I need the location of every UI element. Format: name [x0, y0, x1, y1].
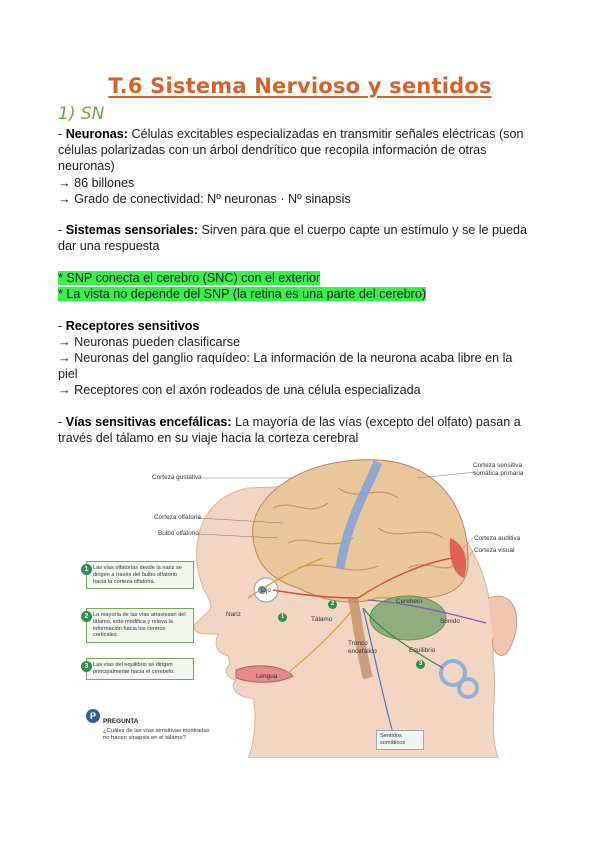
label-bulbo-olfatorio: Bulbo olfatorio	[158, 530, 199, 537]
receptores-item: → Neuronas del ganglio raquídeo: La información de la neurona acaba libre en la piel	[58, 351, 513, 382]
vias-text: La mayoría de las vías (excepto del olfato) pasan a través del tálamo en su viaje hacia la corteza cerebral	[58, 415, 521, 446]
label-sonido: Sonido	[440, 618, 460, 625]
note-text: Las vías del equilibrio se dirigen principalmente hacia el cerebelo.	[93, 662, 175, 675]
marker-2: 2	[328, 600, 337, 609]
sensoriales-paragraph: - Sistemas sensoriales: Sirven para que el cuerpo capte un estímulo y se le pueda dar una respuesta	[58, 223, 528, 254]
pregunta-badge: P	[86, 709, 100, 723]
label-equilibrio: Equilibrio	[409, 647, 436, 654]
label-corteza-gustativa: Corteza gustativa	[152, 474, 202, 481]
neuronas-item: → 86 billones	[58, 176, 135, 190]
neuronas-text: Células excitables especializadas en transmitir señales eléctricas (son células polarizadas con un árbol dendrítico que recopila información de otras neuronas)	[58, 127, 524, 174]
marker-1: 1	[278, 613, 287, 622]
neuronas-label: Neuronas:	[65, 127, 128, 141]
label-ojo: Ojo	[261, 587, 271, 594]
receptores-heading: - Receptores sensitivos	[58, 319, 200, 333]
note-box-1	[86, 561, 194, 589]
label-cerebelo: Cerebelo	[396, 598, 422, 605]
note-number: 2	[81, 611, 92, 622]
vias-paragraph: - Vías sensitivas encefálicas: La mayoría de las vías (excepto del olfato) pasan a través del tálamo en su viaje hacia la corteza cerebral	[58, 415, 521, 446]
head-brain-illustration	[78, 448, 523, 758]
receptores-item: → Neuronas pueden clasificarse	[58, 335, 241, 349]
section-heading: 1) SN	[58, 104, 105, 124]
highlight-line: * La vista no depende del SNP (la retina es una parte del cerebro)	[58, 287, 427, 301]
receptores-item: → Receptores con el axón rodeados de una célula especializada	[58, 383, 421, 397]
label-tronco: Tronco encefálico	[348, 640, 377, 655]
sensoriales-label: Sistemas sensoriales:	[65, 223, 199, 237]
label-corteza-sensitiva: Corteza sensitiva somática primaria	[473, 462, 524, 477]
label-corteza-olfatoria: Corteza olfatoria	[154, 514, 201, 521]
label-corteza-visual: Corteza visual	[474, 547, 515, 554]
note-number: 1	[81, 564, 92, 575]
note-number: 3	[81, 661, 92, 672]
highlight-line: * SNP conecta el cerebro (SNC) con el exterior	[58, 271, 321, 285]
pregunta-title: PREGUNTA	[103, 718, 139, 725]
label-corteza-auditiva: Corteza auditiva	[474, 535, 521, 542]
sensoriales-text: Sirven para que el cuerpo capte un estímulo y se le pueda dar una respuesta	[58, 223, 528, 254]
neuronas-item: → Grado de conectividad: Nº neuronas · Nº sinapsis	[58, 192, 351, 206]
page-title: T.6 Sistema Nervioso y sentidos	[108, 74, 492, 98]
note-text: Las vías olfatorias desde la nariz se dirigen a través del bulbo olfatorio hacia la corteza olfatoria.	[93, 565, 182, 585]
receptores-label: Receptores sensitivos	[65, 319, 200, 333]
sensory-pathways-figure	[78, 448, 523, 758]
neuronas-paragraph: - Neuronas: Células excitables especializadas en transmitir señales eléctricas (son células polarizadas con un árbol dendrítico que recopila información de otras neuronas)	[58, 127, 524, 174]
label-sentidos-somaticos: Sentidos somáticos	[376, 730, 424, 750]
label-nariz: Nariz	[226, 611, 241, 618]
marker-3: 3	[416, 660, 425, 669]
label-lengua: Lengua	[256, 673, 278, 680]
brain-icon	[253, 460, 468, 602]
pregunta-text: ¿Cuáles de las vías sensitivas mostradas no hacen sinapsis en el tálamo?	[103, 728, 210, 741]
label-talamo: Tálamo	[311, 616, 333, 623]
note-box-2	[86, 608, 194, 643]
note-box-3	[86, 658, 194, 680]
note-text: La mayoría de las vías atraviesan del tálamo, este modifica y releva la información hacia los centros corticales.	[93, 612, 186, 639]
vias-label: Vías sensitivas encefálicas:	[65, 415, 232, 429]
